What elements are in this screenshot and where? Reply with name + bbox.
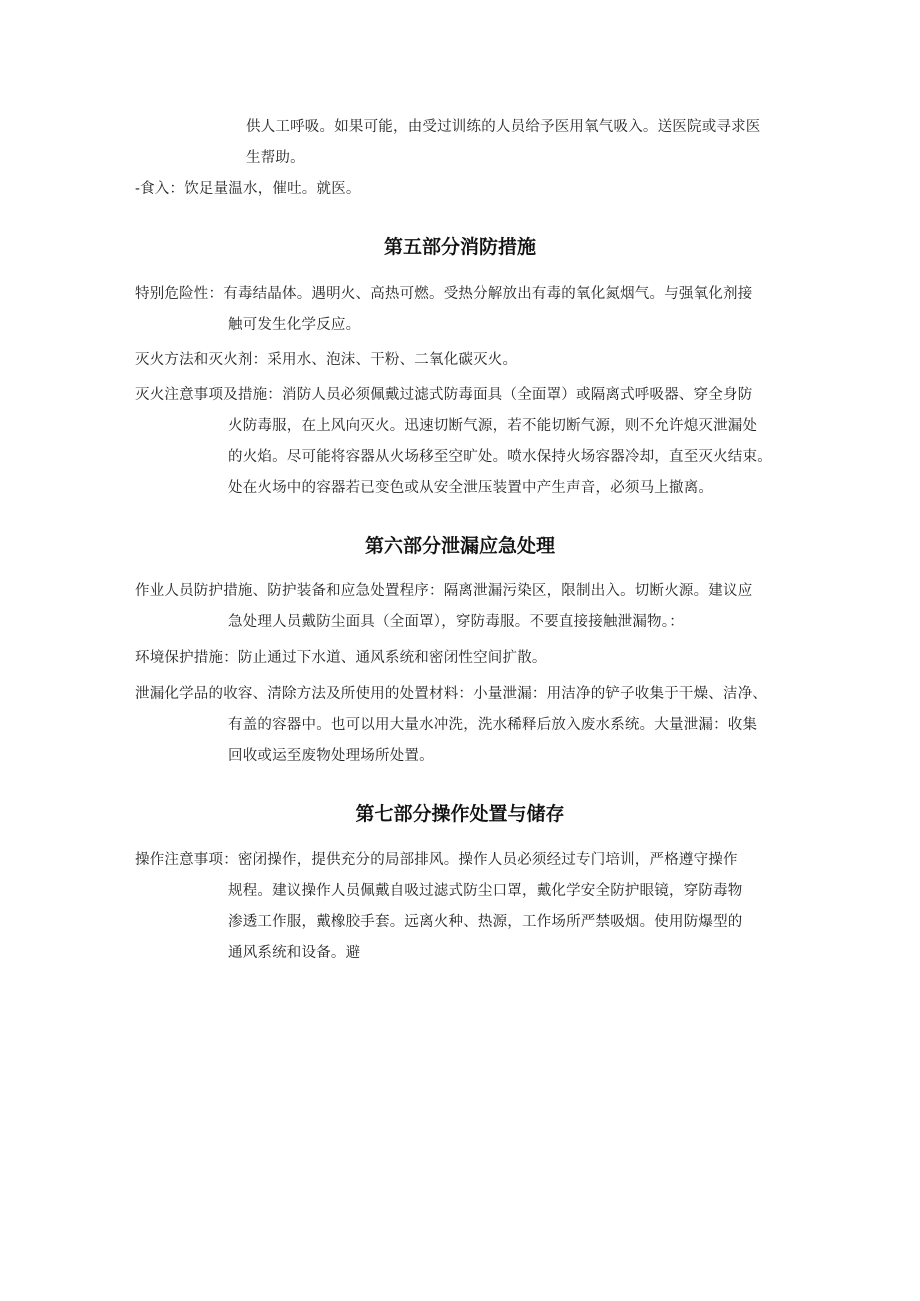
first-aid-line: 供人工呼吸。如果可能，由受过训练的人员给予医用氧气吸入。送医院或寻求医: [246, 119, 761, 135]
paragraph-line: 有盖的容器中。也可以用大量水冲洗，洗水稀释后放入废水系统。大量泄漏：收集: [228, 717, 758, 733]
paragraph-line: 泄漏化学品的收容、清除方法及所使用的处置材料：小量泄漏：用洁净的铲子收集于干燥、洁净、: [135, 686, 768, 702]
section-title-handling-storage: 第七部分操作处置与储存: [355, 803, 565, 825]
paragraph-line: 环境保护措施：防止通过下水道、通风系统和密闭性空间扩散。: [135, 650, 547, 666]
paragraph-line: 的火焰。尽可能将容器从火场移至空旷处。喷水保持火场容器冷却，直至灭火结束。: [228, 449, 772, 465]
section-title-spill-response: 第六部分泄漏应急处理: [364, 535, 555, 557]
paragraph-line: 触可发生化学反应。: [228, 317, 361, 333]
paragraph-line: 处在火场中的容器若已变色或从安全泄压装置中产生声音，必须马上撤离。: [228, 480, 714, 496]
paragraph-line: 渗透工作服，戴橡胶手套。远离火种、热源，工作场所严禁吸烟。使用防爆型的: [228, 914, 743, 930]
paragraph-line: 火防毒服，在上风向灭火。迅速切断气源，若不能切断气源，则不允许熄灭泄漏处: [228, 418, 758, 434]
section-title-fire-fighting: 第五部分消防措施: [383, 236, 536, 258]
paragraph-line: 特别危险性：有毒结晶体。遇明火、高热可燃。受热分解放出有毒的氧化氮烟气。与强氧化剂接: [135, 286, 753, 302]
first-aid-ingestion: -食入：饮足量温水，催吐。就医。: [135, 181, 361, 197]
paragraph-line: 回收或运至废物处理场所处置。: [228, 748, 434, 764]
paragraph-line: 作业人员防护措施、防护装备和应急处置程序：隔离泄漏污染区，限制出入。切断火源。建议应: [135, 583, 753, 599]
paragraph-line: 灭火注意事项及措施：消防人员必须佩戴过滤式防毒面具（全面罩）或隔离式呼吸器、穿全身防: [135, 387, 753, 403]
paragraph-line: 通风系统和设备。避: [228, 945, 361, 961]
paragraph-line: 急处理人员戴防尘面具（全面罩），穿防毒服。不要直接接触泄漏物。：: [228, 614, 684, 630]
paragraph-line: 规程。建议操作人员佩戴自吸过滤式防尘口罩，戴化学安全防护眼镜，穿防毒物: [228, 883, 743, 899]
paragraph-line: 操作注意事项：密闭操作，提供充分的局部排风。操作人员必须经过专门培训，严格遵守操作: [135, 852, 738, 868]
first-aid-line: 生帮助。: [246, 150, 305, 166]
paragraph-line: 灭火方法和灭火剂：采用水、泡沫、干粉、二氧化碳灭火。: [135, 352, 518, 368]
